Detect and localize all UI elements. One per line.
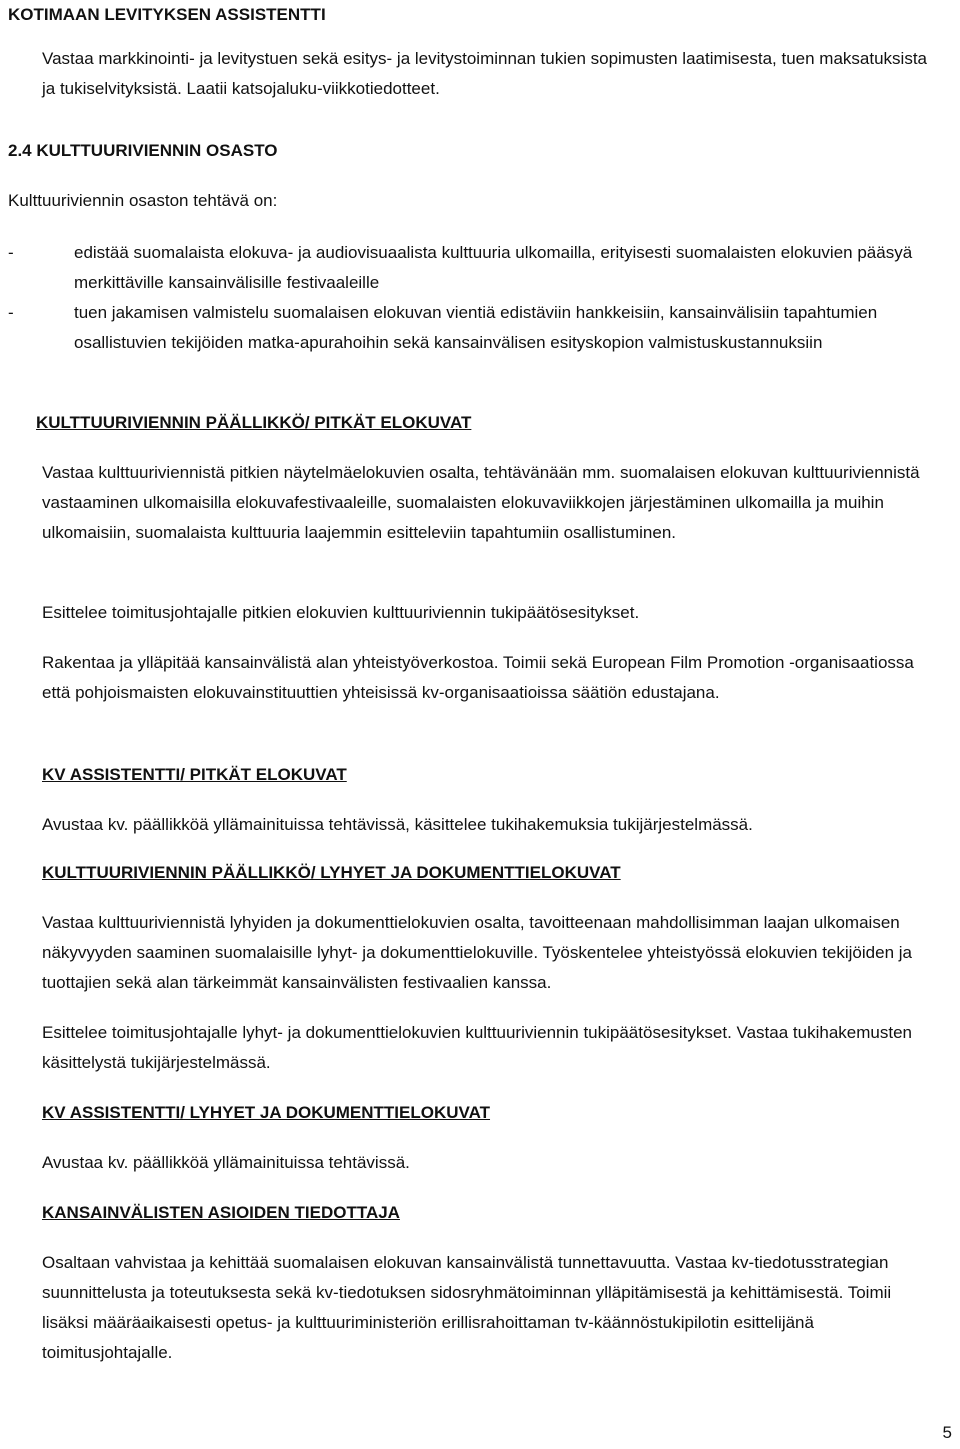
role-paragraph: Avustaa kv. päällikköä yllämainituissa tehtävissä. [42,1153,410,1172]
list-item: - tuen jakamisen valmistelu suomalaisen elokuvan vientiä edistäviin hankkeisiin, kansainvälisiin tapahtumien osallistuvien tekijöiden matka-apurahoihin sekä kansainvälisen esityskopion valmistuskustannuksiin [0,298,920,358]
task-list [0,238,920,358]
role-paragraph: Avustaa kv. päällikköä yllämainituissa tehtävissä, käsittelee tukihakemuksia tukijärjestelmässä. [42,815,753,834]
role-paragraph: Vastaa kulttuuriviennistä lyhyiden ja dokumenttielokuvien osalta, tavoitteenaan mahdollisimman laajan ulkomaisen näkyvyyden saaminen suomalaisille lyhyt- ja dokumenttielokuville. Työskentelee yhteistyössä elokuvien tekijöiden ja tuottajien sekä alan tärkeimmät kansainvälisten festivaalien kanssa. [42,913,912,992]
list-item: - edistää suomalaista elokuva- ja audiovisuaalista kulttuuria ulkomailla, erityisesti suomalaisten elokuvien pääsyä merkittäville kansainvälisille festivaaleille [0,238,920,298]
dash-marker: - [8,303,14,322]
page-number: 5 [942,1423,952,1442]
role-title: KV ASSISTENTTI/ LYHYET JA DOKUMENTTIELOKUVAT [42,1103,491,1122]
role-title: KANSAINVÄLISTEN ASIOIDEN TIEDOTTAJA [42,1203,400,1222]
role-title: KV ASSISTENTTI/ PITKÄT ELOKUVAT [42,765,347,784]
role-title: KULTTUURIVIENNIN PÄÄLLIKKÖ/ LYHYET JA DOKUMENTTIELOKUVAT [42,863,621,882]
role-title: KULTTUURIVIENNIN PÄÄLLIKKÖ/ PITKÄT ELOKUVAT [36,413,472,432]
role-paragraph: Esittelee toimitusjohtajalle pitkien elokuvien kulttuuriviennin tukipäätösesitykset. [42,603,640,622]
dash-marker: - [8,243,14,262]
role-paragraph: Rakentaa ja ylläpitää kansainvälistä alan yhteistyöverkostoa. Toimii sekä European Film Promotion -organisaatiossa että pohjoismaisten elokuvainstituuttien yhteisissä kv-organisaatioissa säätiön edustajana. [42,653,914,702]
section-intro: Kulttuuriviennin osaston tehtävä on: [8,191,278,210]
role-paragraph: Vastaa kulttuuriviennistä pitkien näytelmäelokuvien osalta, tehtävänään mm. suomalaisen elokuvan kulttuuriviennistä vastaaminen ulkomaisilla elokuvafestivaaleille, suomalaisten elokuvaviikkojen järjestäminen ulkomailla ja muihin ulkomaisiin, suomalaista kulttuuria laajemmin esitteleviin tapahtumiin osallistuminen. [42,463,920,542]
paragraph-assistant-duties: Vastaa markkinointi- ja levitystuen sekä esitys- ja levitystoiminnan tukien sopimusten laatimisesta, tuen maksatuksista ja tukiselvityksistä. Laatii katsojaluku-viikkotiedotteet. [42,49,928,98]
role-paragraph: Osaltaan vahvistaa ja kehittää suomalaisen elokuvan kansainvälistä tunnettavuutta. Vastaa kv-tiedotusstrategian suunnittelusta ja toteutuksesta sekä kv-tiedotuksen sidosryhmätoiminnan ylläpitämisestä ja kehittämisestä. Toimii lisäksi määräaikaisesti opetus- ja kulttuuriministeriön erillisrahoittaman tv-käännöstukipilotin esittelijänä toimitusjohtajalle. [42,1253,892,1362]
heading-domestic-distribution-assistant: KOTIMAAN LEVITYKSEN ASSISTENTTI [8,5,326,24]
role-paragraph: Esittelee toimitusjohtajalle lyhyt- ja dokumenttielokuvien kulttuuriviennin tukipäätösesitykset. Vastaa tukihakemusten käsittelystä tukijärjestelmässä. [42,1023,912,1072]
section-heading-cultural-export: 2.4 KULTTUURIVIENNIN OSASTO [8,141,278,160]
